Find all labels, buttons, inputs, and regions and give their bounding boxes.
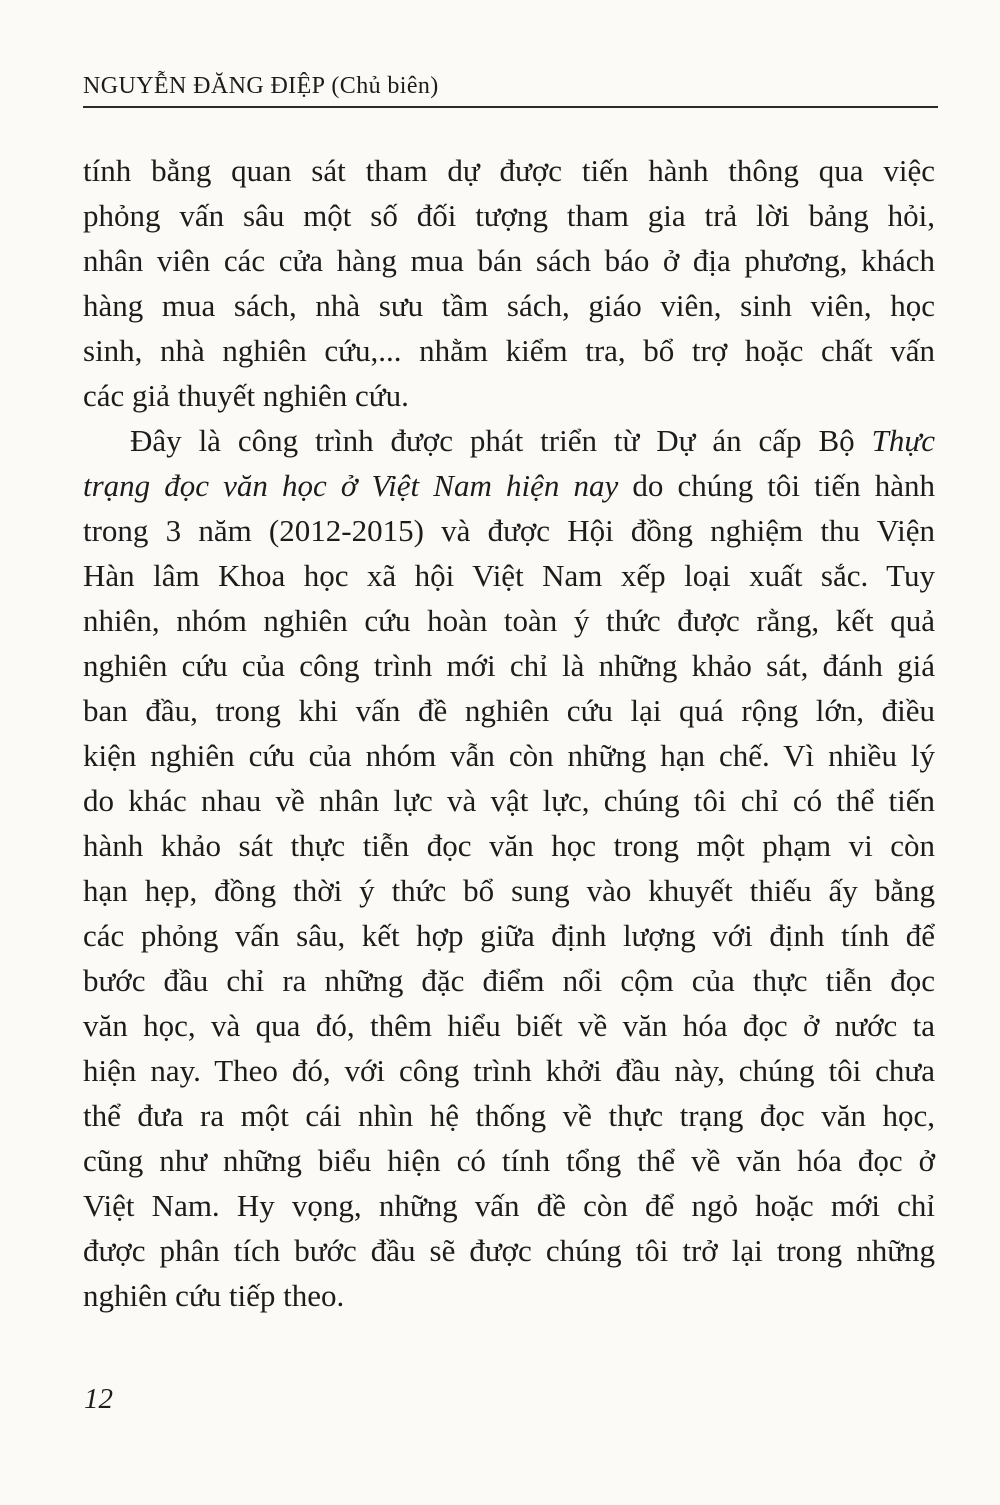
project-title-end: trạng đọc văn học ở Việt Nam hiện nay <box>83 468 619 503</box>
text-line: nhân viên các cửa hàng mua bán sách báo ở địa phương, khách <box>83 243 935 278</box>
text-line: do khác nhau về nhân lực và vật lực, chúng tôi chỉ có thể tiến <box>83 783 935 818</box>
text-run: Đây là công trình được phát triển từ Dự án cấp Bộ <box>130 423 855 458</box>
header-author: NGUYỄN ĐĂNG ĐIỆP <box>83 73 326 99</box>
text-line: kiện nghiên cứu của nhóm vẫn còn những hạn chế. Vì nhiều lý <box>83 738 935 773</box>
body-text <box>83 148 935 1318</box>
text-line: nhiên, nhóm nghiên cứu hoàn toàn ý thức được rằng, kết quả <box>83 603 935 638</box>
text-line: văn học, và qua đó, thêm hiểu biết về văn hóa đọc ở nước ta <box>83 1008 935 1043</box>
text-line: hiện nay. Theo đó, với công trình khởi đầu này, chúng tôi chưa <box>83 1053 935 1088</box>
text-line: nghiên cứu tiếp theo. <box>83 1278 345 1313</box>
running-header <box>83 62 938 108</box>
text-line: Việt Nam. Hy vọng, những vấn đề còn để ngỏ hoặc mới chỉ <box>83 1188 935 1223</box>
header-text <box>83 73 439 100</box>
text-line: các giả thuyết nghiên cứu. <box>83 378 409 413</box>
text-line: hạn hẹp, đồng thời ý thức bổ sung vào khuyết thiếu ấy bằng <box>83 873 935 908</box>
text-line: hàng mua sách, nhà sưu tầm sách, giáo viên, sinh viên, học <box>83 288 935 323</box>
project-title-start: Thực <box>871 423 935 458</box>
text-line: thể đưa ra một cái nhìn hệ thống về thực trạng đọc văn học, <box>83 1098 935 1133</box>
text-line: các phỏng vấn sâu, kết hợp giữa định lượng với định tính để <box>83 918 935 953</box>
text-line: trong 3 năm (2012-2015) và được Hội đồng nghiệm thu Viện <box>83 513 935 548</box>
text-line: được phân tích bước đầu sẽ được chúng tôi trở lại trong những <box>83 1233 935 1268</box>
text-line: ban đầu, trong khi vấn đề nghiên cứu lại quá rộng lớn, điều <box>83 693 935 728</box>
text-line: tính bằng quan sát tham dự được tiến hành thông qua việc <box>83 153 935 188</box>
text-line: Hàn lâm Khoa học xã hội Việt Nam xếp loại xuất sắc. Tuy <box>83 558 935 593</box>
text-line-with-title <box>83 463 935 508</box>
text-run: do chúng tôi tiến hành <box>632 468 935 503</box>
text-line: bước đầu chỉ ra những đặc điểm nổi cộm của thực tiễn đọc <box>83 963 935 998</box>
text-line-with-title <box>83 418 935 463</box>
text-line: nghiên cứu của công trình mới chỉ là những khảo sát, đánh giá <box>83 648 935 683</box>
page-number: 12 <box>84 1383 113 1415</box>
text-line: phỏng vấn sâu một số đối tượng tham gia trả lời bảng hỏi, <box>83 198 935 233</box>
text-line: hành khảo sát thực tiễn đọc văn học trong một phạm vi còn <box>83 828 935 863</box>
text-line: sinh, nhà nghiên cứu,... nhằm kiểm tra, bổ trợ hoặc chất vấn <box>83 333 935 368</box>
header-role: (Chủ biên) <box>331 73 439 99</box>
text-line: cũng như những biểu hiện có tính tổng thể về văn hóa đọc ở <box>83 1143 935 1178</box>
